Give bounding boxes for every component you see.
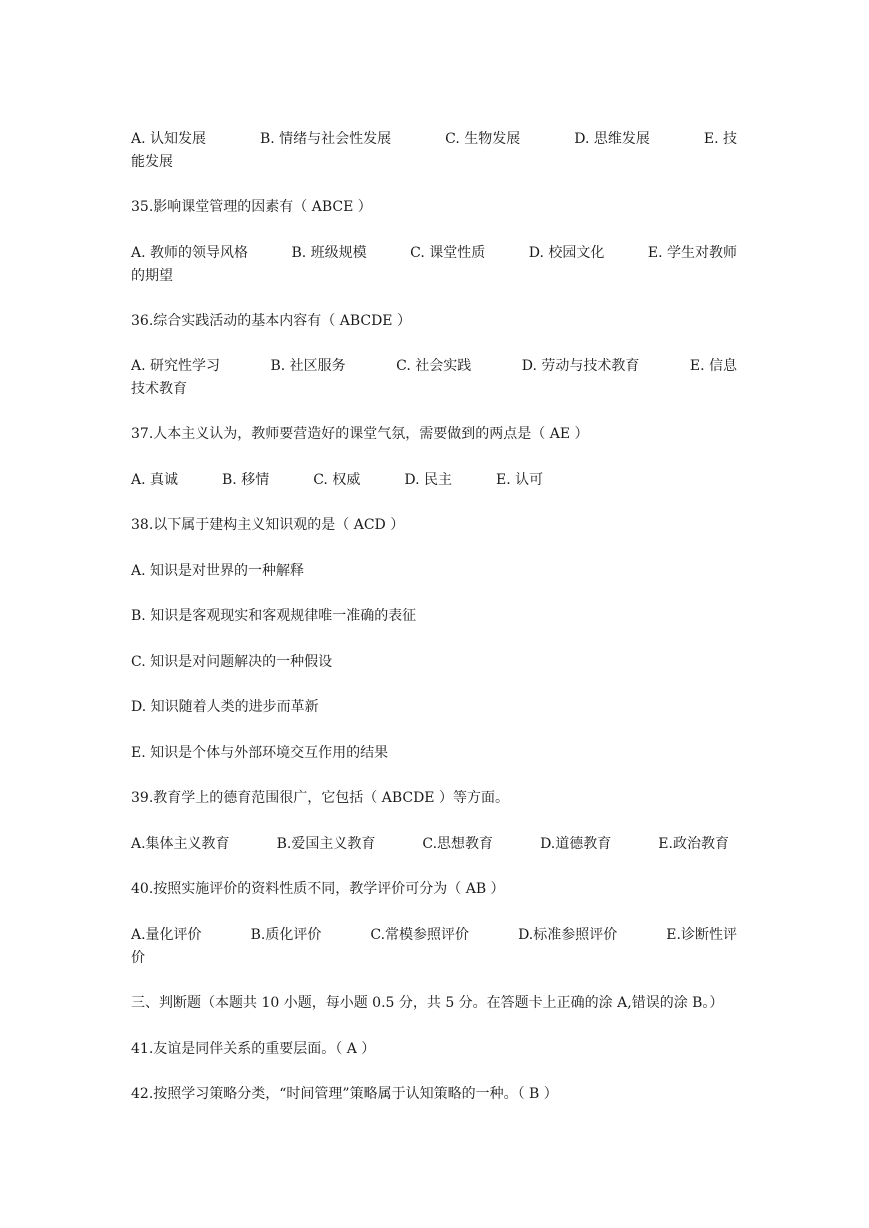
question-39: 39.教育学上的德育范围很广，它包括（ ABCDE ）等方面。 (131, 790, 509, 806)
option-d: D.道德教育 (540, 836, 612, 852)
question-42: 42.按照学习策略分类，“时间管理”策略属于认知策略的一种。（ B ） (131, 1086, 558, 1102)
option-a: A. 认知发展 (131, 131, 207, 147)
question-40: 40.按照实施评价的资料性质不同，教学评价可分为（ AB ） (131, 881, 505, 897)
option-a: A.集体主义教育 (131, 836, 230, 852)
q36-options-continued: 技术教育 (131, 381, 187, 397)
q38-option-b: B. 知识是客观现实和客观规律唯一准确的表征 (131, 608, 417, 624)
question-41: 41.友谊是同伴关系的重要层面。（ A ） (131, 1041, 376, 1057)
q36-options (131, 355, 741, 377)
option-b: B. 社区服务 (270, 358, 346, 374)
q34-options-continued: 能发展 (131, 154, 173, 170)
question-38: 38.以下属于建构主义知识观的是（ ACD ） (131, 517, 405, 533)
option-e: E. 信息 (689, 358, 737, 374)
option-e: E. 认可 (495, 472, 544, 488)
option-d: D. 民主 (404, 472, 452, 488)
q37-options (131, 469, 741, 491)
option-c: C. 课堂性质 (410, 245, 486, 261)
question-36: 36.综合实践活动的基本内容有（ ABCDE ） (131, 313, 411, 329)
q38-option-c: C. 知识是对问题解决的一种假设 (131, 654, 333, 670)
question-37: 37.人本主义认为，教师要营造好的课堂气氛，需要做到的两点是（ AE ） (131, 426, 589, 442)
option-a: A. 教师的领导风格 (131, 245, 249, 261)
option-e: E.政治教育 (658, 836, 729, 852)
option-d: D.标准参照评价 (518, 927, 618, 943)
option-a: A.量化评价 (131, 927, 202, 943)
q38-option-e: E. 知识是个体与外部环境交互作用的结果 (131, 745, 389, 761)
option-c: C. 社会实践 (396, 358, 472, 374)
q35-options (131, 242, 741, 264)
option-a: A. 真诚 (131, 472, 179, 488)
option-e: E. 学生对教师 (647, 245, 737, 261)
question-35: 35.影响课堂管理的因素有（ ABCE ） (131, 199, 372, 215)
option-e: E.诊断性评 (666, 927, 737, 943)
option-b: B. 情绪与社会性发展 (259, 131, 392, 147)
q35-options-continued: 的期望 (131, 268, 173, 284)
option-c: C.思想教育 (422, 836, 494, 852)
option-d: D. 劳动与技术教育 (521, 358, 640, 374)
q40-options-continued: 价 (131, 950, 145, 966)
option-b: B. 班级规模 (291, 245, 367, 261)
q38-option-a: A. 知识是对世界的一种解释 (131, 563, 305, 579)
option-c: C. 生物发展 (445, 131, 521, 147)
q34-options (131, 128, 741, 150)
q38-option-d: D. 知识随着人类的进步而革新 (131, 699, 319, 715)
option-e: E. 技 (703, 131, 737, 147)
option-c: C. 权威 (313, 472, 361, 488)
option-a: A. 研究性学习 (131, 358, 221, 374)
option-b: B.质化评价 (250, 927, 322, 943)
section-3-heading: 三、判断题（本题共 10 小题，每小题 0.5 分，共 5 分。在答题卡上正确的涂 A,错误的涂 B。） (131, 995, 724, 1011)
option-d: D. 思维发展 (574, 131, 650, 147)
option-d: D. 校园文化 (528, 245, 605, 261)
q40-options (131, 924, 741, 946)
option-b: B. 移情 (222, 472, 270, 488)
q39-options (131, 833, 741, 855)
option-b: B.爱国主义教育 (276, 836, 376, 852)
option-c: C.常模参照评价 (370, 927, 470, 943)
